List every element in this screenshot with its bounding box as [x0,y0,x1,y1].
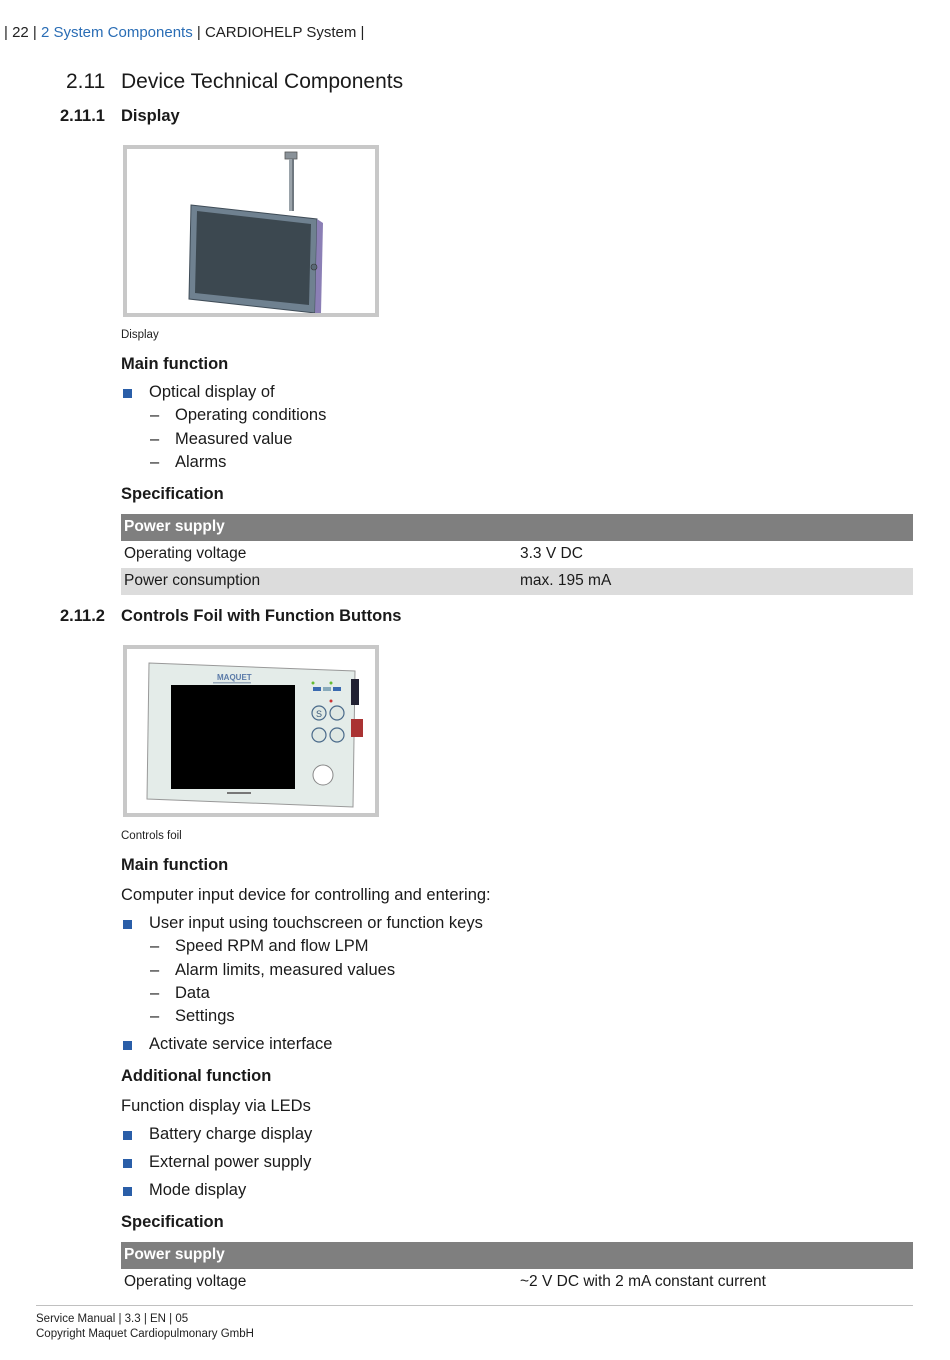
table-header: Power supply [121,514,913,541]
table-cell: max. 195 mA [520,572,612,589]
header-prefix: | 22 | [4,24,41,41]
bullet-square-icon [123,1187,132,1196]
controls-additional-heading: Additional function [121,1067,272,1085]
display-figure [123,145,379,317]
table-cell: Power consumption [124,572,261,589]
foil-brand-text: MAQUET [217,673,252,682]
controls-intro: Computer input device for controlling and entering: [121,886,491,904]
svg-text:S: S [316,709,323,719]
display-bullet-text: Optical display of [149,383,275,401]
controls-figure [123,645,379,817]
section-number: 2.11 [66,70,106,93]
page-header [4,24,364,41]
footer-line-2: Copyright Maquet Cardiopulmonary GmbH [36,1328,254,1340]
controls-main-function-heading: Main function [121,856,229,874]
subsection-controls-number: 2.11.2 [60,607,105,625]
controls-additional-intro: Function display via LEDs [121,1097,311,1115]
footer-line-1: Service Manual | 3.3 | EN | 05 [36,1313,189,1325]
display-illustration [127,149,375,313]
display-spec-heading: Specification [121,485,224,503]
header-chapter-link[interactable]: 2 System Components [40,24,193,41]
footer-divider [36,1305,913,1306]
controls-foil-illustration [127,649,375,813]
bullet-square-icon [123,389,132,398]
controls-caption: Controls foil [121,830,182,842]
subsection-display-title: Display [121,107,180,125]
display-caption: Display [121,329,159,341]
subsection-controls-title: Controls Foil with Function Buttons [121,607,402,625]
table-row [121,568,913,595]
bullet-square-icon [123,1159,132,1168]
bullet-square-icon [123,1131,132,1140]
table-cell: 3.3 V DC [520,545,583,562]
table-row [121,541,913,568]
section-title: Device Technical Components [121,70,404,93]
table-cell: Operating voltage [124,1273,247,1290]
controls-spec-heading: Specification [121,1213,224,1231]
table-header: Power supply [121,1242,913,1269]
table-cell: ~2 V DC with 2 mA constant current [520,1273,766,1290]
display-main-function-heading: Main function [121,355,229,373]
table-cell: Operating voltage [124,545,247,562]
table-row [121,1269,913,1296]
bullet-square-icon [123,920,132,929]
bullet-square-icon [123,1041,132,1050]
header-suffix: | CARDIOHELP System | [192,24,365,41]
subsection-display-number: 2.11.1 [60,107,105,125]
